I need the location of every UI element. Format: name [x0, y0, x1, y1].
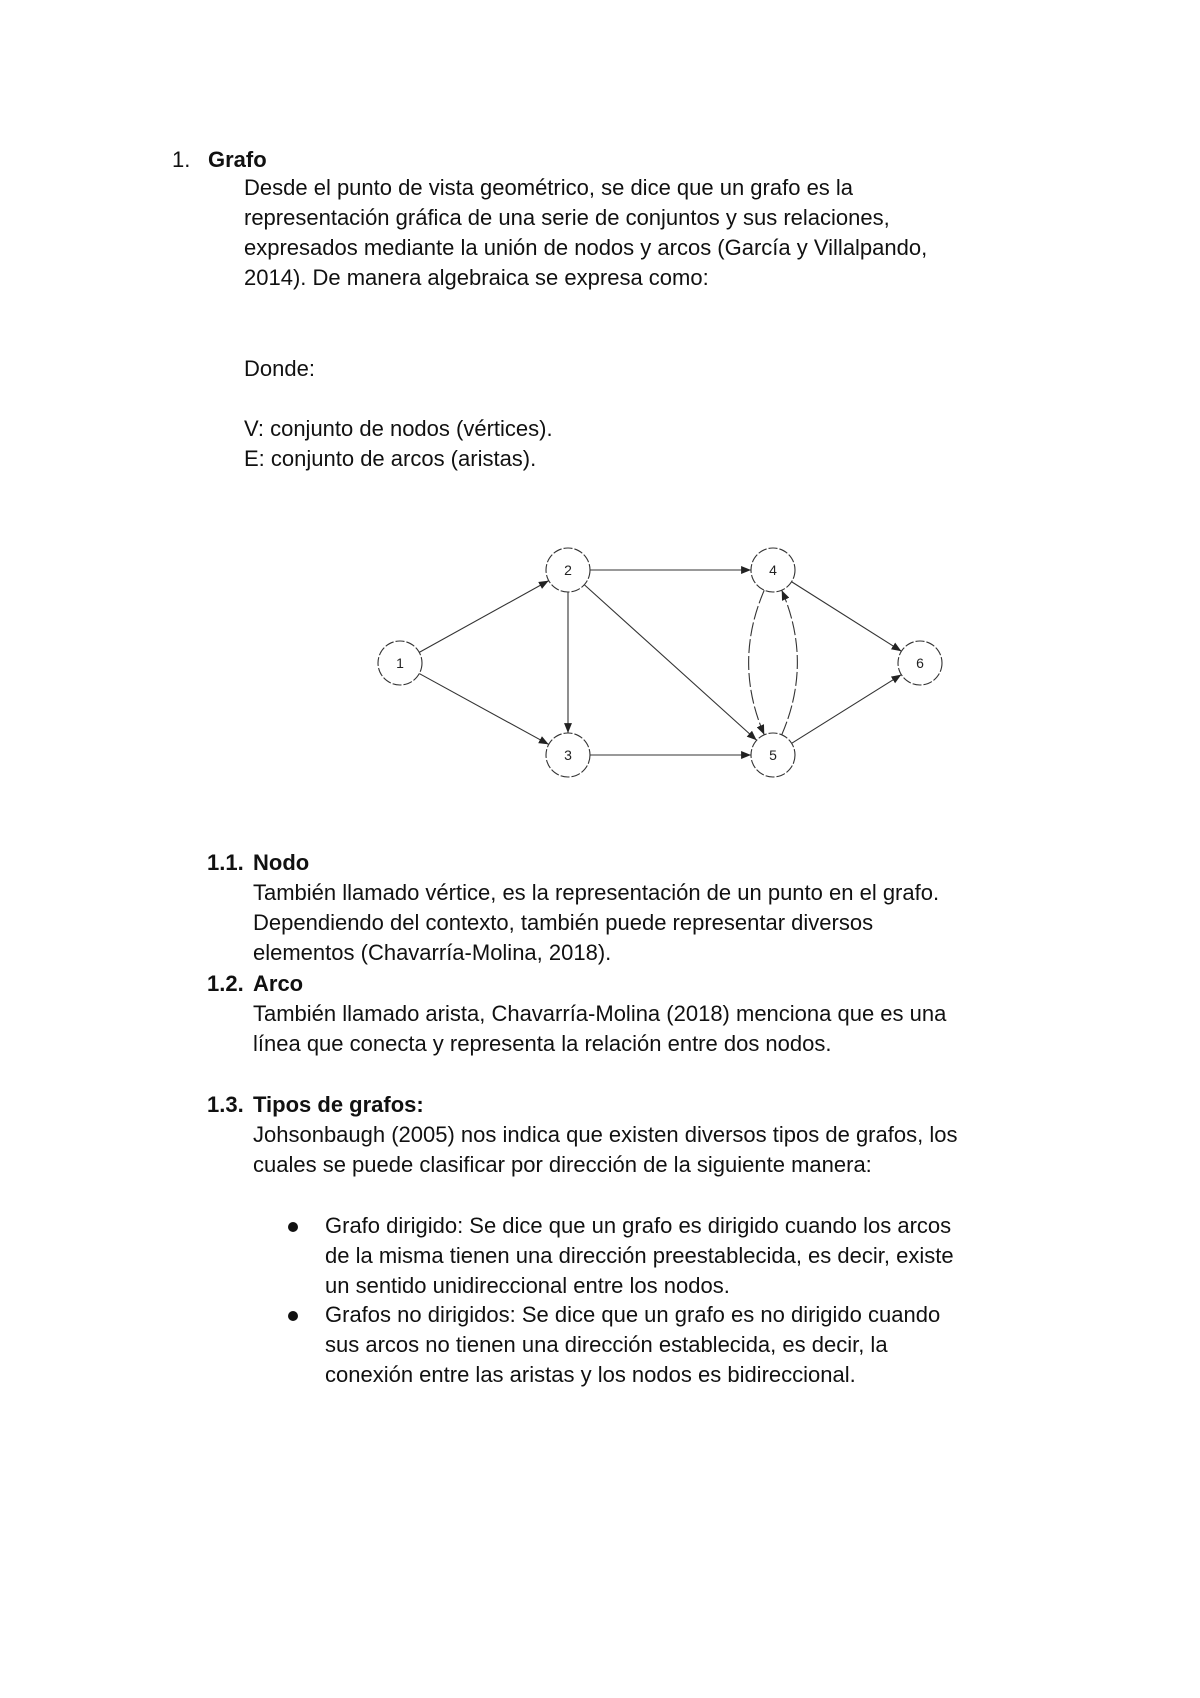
- definitions-list: [244, 414, 553, 474]
- graph-edge-5-4: [782, 590, 798, 735]
- bullet-line: un sentido unidireccional entre los nodos.: [325, 1273, 730, 1298]
- graph-node-label: 2: [564, 562, 572, 578]
- paragraph-line: Dependiendo del contexto, también puede representar diversos: [253, 910, 874, 935]
- definition-v: V: conjunto de nodos (vértices).: [244, 416, 553, 441]
- graph-node-2: [546, 548, 590, 592]
- bullet-line: conexión entre las aristas y los nodos es bidireccional.: [325, 1362, 856, 1387]
- graph-edge-1-3: [419, 674, 548, 745]
- graph-edge-1-2: [419, 581, 549, 653]
- section-title: Grafo: [208, 147, 267, 172]
- graph-edge-4-6: [792, 582, 902, 651]
- subsection-heading-nodo: [207, 848, 309, 878]
- subsection-heading-arco: [207, 969, 303, 999]
- paragraph-line: Desde el punto de vista geométrico, se dice que un grafo es la: [244, 175, 854, 200]
- graph-figure: [360, 540, 960, 800]
- paragraph-line: 2014). De manera algebraica se expresa como:: [244, 265, 709, 290]
- grafo-intro-paragraph: [244, 173, 927, 293]
- paragraph-line: También llamado arista, Chavarría-Molina (2018) menciona que es una: [253, 1001, 947, 1026]
- subsection-title: Tipos de grafos:: [253, 1092, 424, 1117]
- bullet-icon: [288, 1311, 298, 1321]
- donde-label: Donde:: [244, 356, 315, 381]
- paragraph-line: representación gráfica de una serie de conjuntos y sus relaciones,: [244, 205, 890, 230]
- bullet-line: de la misma tienen una dirección preestablecida, es decir, existe: [325, 1243, 954, 1268]
- bullet-line: Grafos no dirigidos: Se dice que un grafo es no dirigido cuando: [325, 1302, 941, 1327]
- nodo-paragraph: [253, 878, 939, 968]
- paragraph-line: elementos (Chavarría-Molina, 2018).: [253, 940, 612, 965]
- graph-node-label: 6: [916, 655, 924, 671]
- bullet-line: Grafo dirigido: Se dice que un grafo es dirigido cuando los arcos: [325, 1213, 952, 1238]
- subsection-number: 1.1.: [207, 850, 244, 875]
- section-heading-grafo: [172, 145, 267, 175]
- graph-edge-4-5: [749, 590, 765, 735]
- tipos-paragraph: [253, 1120, 957, 1180]
- graph-node-1: [378, 641, 422, 685]
- subsection-title: Nodo: [253, 850, 310, 875]
- bullet-grafo-no-dirigido: [325, 1300, 940, 1390]
- paragraph-line: expresados mediante la unión de nodos y arcos (García y Villalpando,: [244, 235, 928, 260]
- subsection-number: 1.3.: [207, 1092, 244, 1117]
- graph-node-label: 5: [769, 747, 777, 763]
- graph-node-5: [751, 733, 795, 777]
- section-number: 1.: [172, 147, 191, 172]
- paragraph-line: También llamado vértice, es la representación de un punto en el grafo.: [253, 880, 940, 905]
- subsection-title: Arco: [253, 971, 304, 996]
- paragraph-line: Johsonbaugh (2005) nos indica que existen diversos tipos de grafos, los: [253, 1122, 958, 1147]
- graph-node-4: [751, 548, 795, 592]
- subsection-number: 1.2.: [207, 971, 244, 996]
- subsection-heading-tipos: [207, 1090, 424, 1120]
- graph-node-6: [898, 641, 942, 685]
- arco-paragraph: [253, 999, 946, 1059]
- definition-e: E: conjunto de arcos (aristas).: [244, 446, 537, 471]
- graph-node-label: 3: [564, 747, 572, 763]
- bullet-icon: [288, 1222, 298, 1232]
- graph-node-label: 1: [396, 655, 404, 671]
- graph-edge-2-5: [584, 585, 756, 741]
- graph-edge-5-6: [792, 675, 902, 744]
- bullet-grafo-dirigido: [325, 1211, 954, 1301]
- graph-node-3: [546, 733, 590, 777]
- bullet-line: sus arcos no tienen una dirección establecida, es decir, la: [325, 1332, 888, 1357]
- graph-node-label: 4: [769, 562, 777, 578]
- paragraph-line: cuales se puede clasificar por dirección de la siguiente manera:: [253, 1152, 872, 1177]
- paragraph-line: línea que conecta y representa la relación entre dos nodos.: [253, 1031, 832, 1056]
